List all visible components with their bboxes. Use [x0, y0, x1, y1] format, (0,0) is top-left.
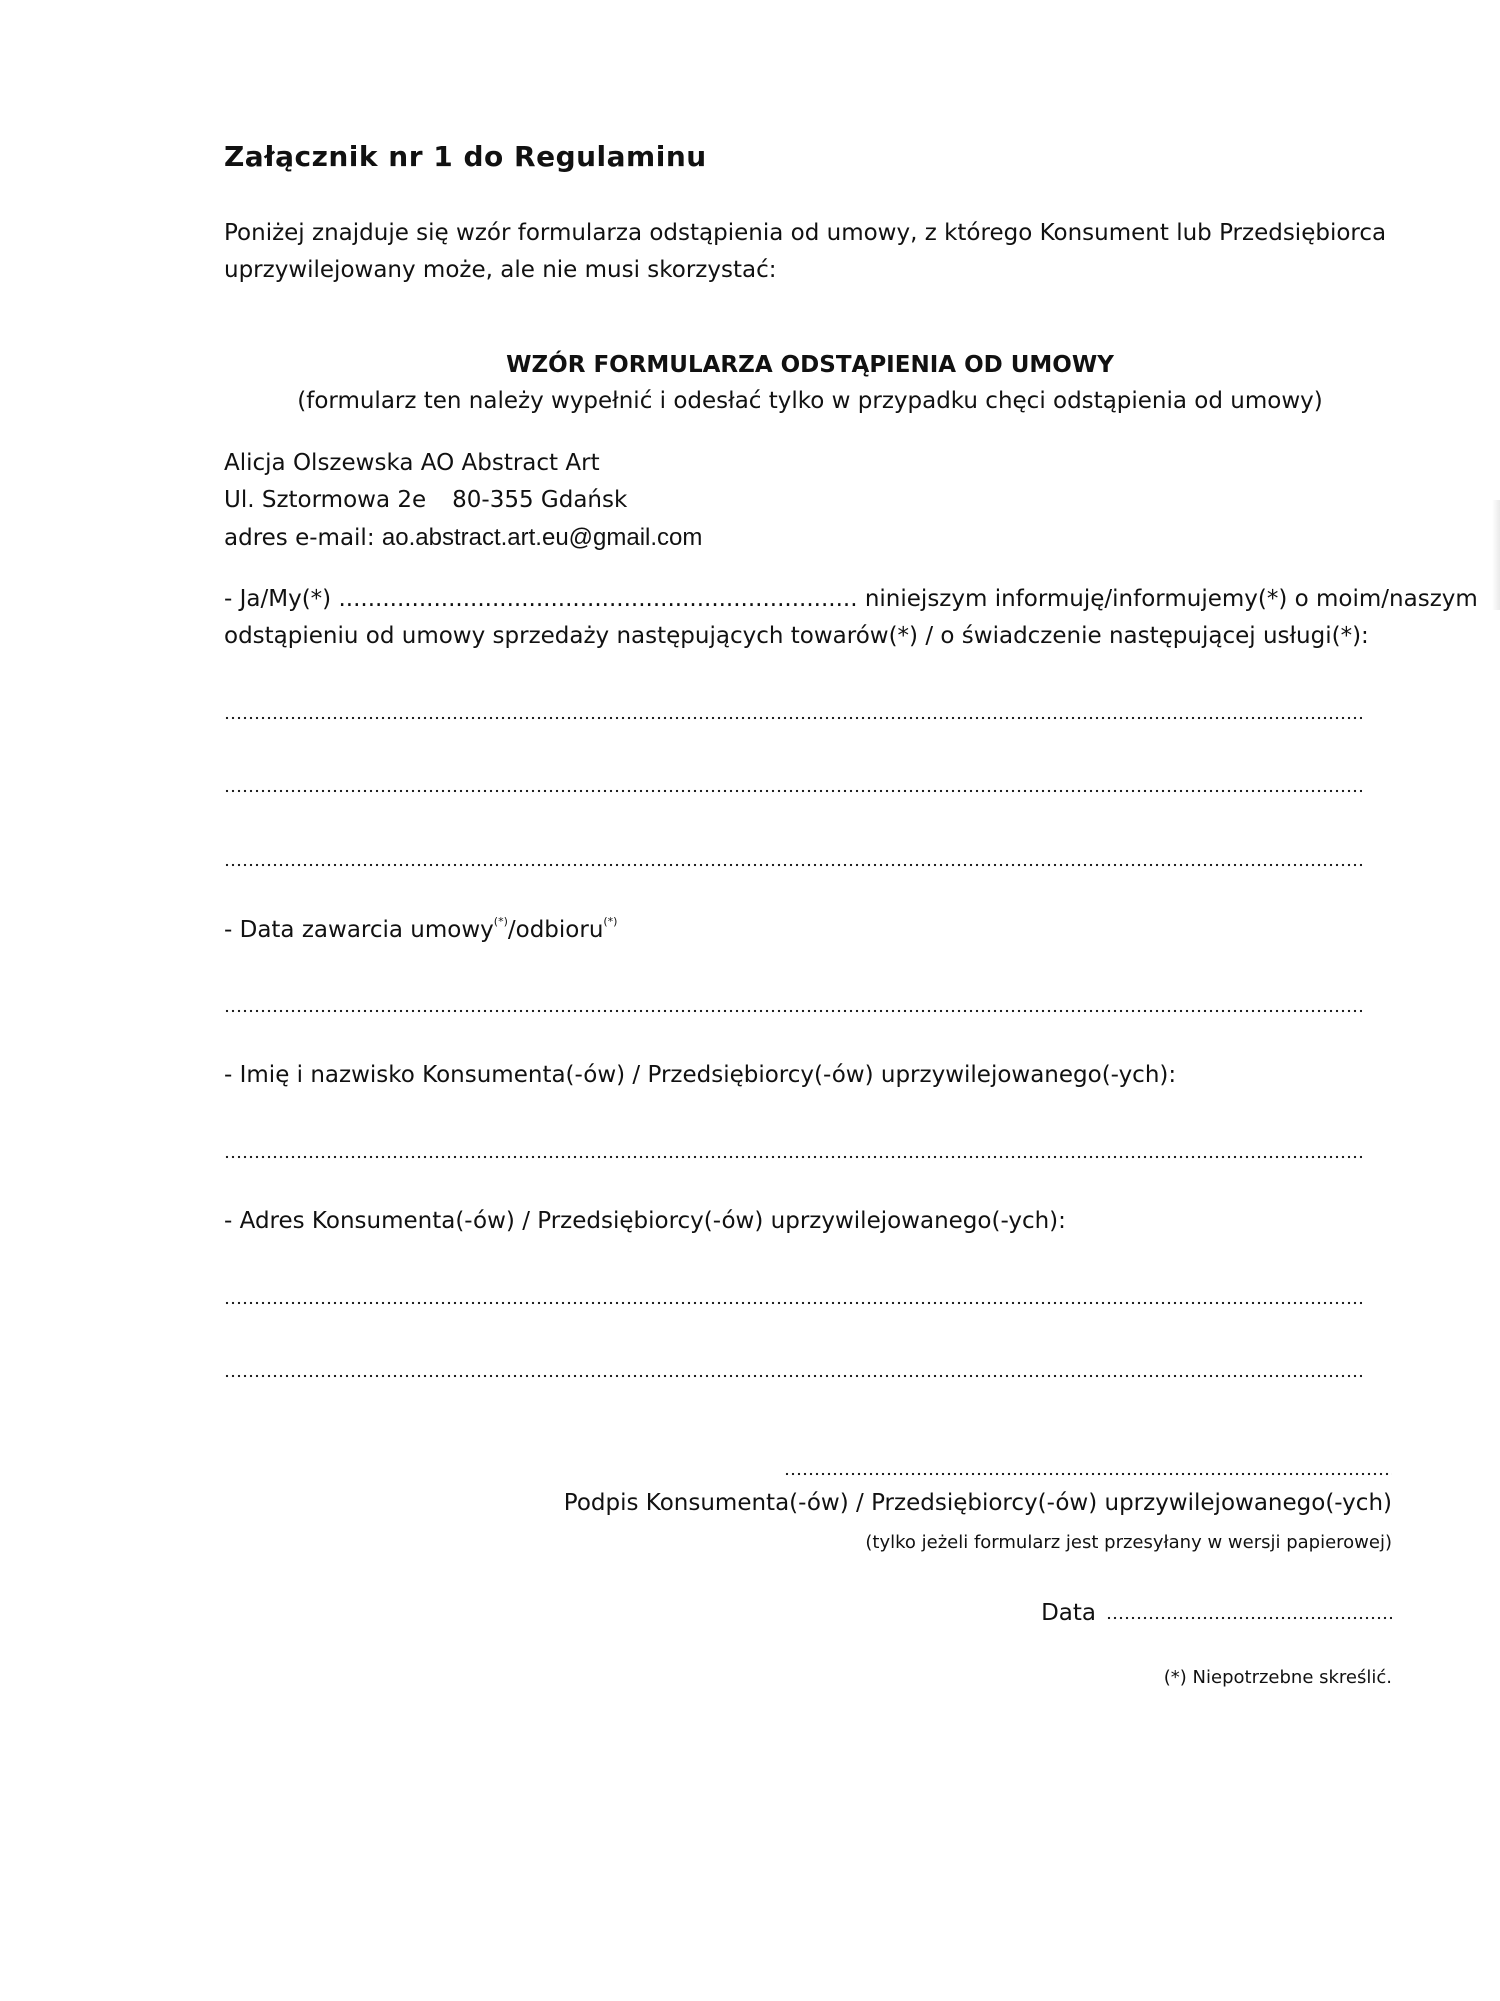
goods-fill-line-1[interactable]: [224, 716, 1362, 720]
goods-fill-line-3[interactable]: [224, 863, 1362, 867]
date-field-label: Data: [1041, 1600, 1096, 1626]
footnote-mark: (*): [603, 915, 618, 928]
page-edge-shadow: [1492, 500, 1500, 610]
consumer-address-fill-line-1[interactable]: [224, 1301, 1362, 1305]
declaration-line-1: - Ja/My(*) ....................................................................... niniejszym informuję/informujemy(*) o moim/naszym: [224, 586, 1478, 612]
consumer-address-label: - Adres Konsumenta(-ów) / Przedsiębiorcy(-ów) uprzywilejowanego(-ych):: [224, 1208, 1066, 1234]
seller-address: [224, 487, 627, 513]
intro-text-line-1: Poniżej znajduje się wzór formularza odstąpienia od umowy, z którego Konsument lub Przedsiębiorca: [224, 220, 1387, 246]
contract-date-label-part-1: - Data zawarcia umowy: [224, 917, 494, 943]
contract-date-fill-line[interactable]: [224, 1009, 1362, 1013]
seller-name: Alicja Olszewska AO Abstract Art: [224, 450, 600, 476]
signature-label: Podpis Konsumenta(-ów) / Przedsiębiorcy(-ów) uprzywilejowanego(-ych): [563, 1490, 1392, 1516]
consumer-address-fill-line-2[interactable]: [224, 1374, 1362, 1378]
date-field: [1041, 1600, 1392, 1626]
document-heading: Załącznik nr 1 do Regulaminu: [224, 140, 707, 173]
contract-date-label-part-2: /odbioru: [507, 917, 604, 943]
footnote-mark: (*): [493, 915, 508, 928]
contract-date-label: [224, 915, 617, 943]
goods-fill-line-2[interactable]: [224, 789, 1362, 793]
form-subtitle: (formularz ten należy wypełnić i odesłać tylko w przypadku chęci odstąpienia od umowy): [297, 388, 1323, 414]
footnote: (*) Niepotrzebne skreślić.: [1163, 1667, 1392, 1688]
seller-email-row: [224, 524, 702, 552]
consumer-name-fill-line[interactable]: [224, 1155, 1362, 1159]
seller-street: Ul. Sztormowa 2e: [224, 487, 427, 513]
intro-text-line-2: uprzywilejowany może, ale nie musi skorzystać:: [224, 257, 777, 283]
seller-email-label: adres e-mail:: [224, 525, 375, 551]
consumer-name-label: - Imię i nazwisko Konsumenta(-ów) / Przedsiębiorcy(-ów) uprzywilejowanego(-ych):: [224, 1062, 1177, 1088]
signature-fill-line[interactable]: [784, 1472, 1392, 1476]
seller-email: ao.abstract.art.eu@gmail.com: [381, 524, 703, 551]
seller-postal-city: 80-355 Gdańsk: [452, 487, 628, 513]
signature-note: (tylko jeżeli formularz jest przesyłany w wersji papierowej): [865, 1532, 1392, 1553]
form-title: WZÓR FORMULARZA ODSTĄPIENIA OD UMOWY: [506, 352, 1114, 378]
date-fill-line[interactable]: [1106, 1616, 1392, 1620]
declaration-line-2: odstąpieniu od umowy sprzedaży następujących towarów(*) / o świadczenie następującej usługi(*):: [224, 623, 1369, 649]
